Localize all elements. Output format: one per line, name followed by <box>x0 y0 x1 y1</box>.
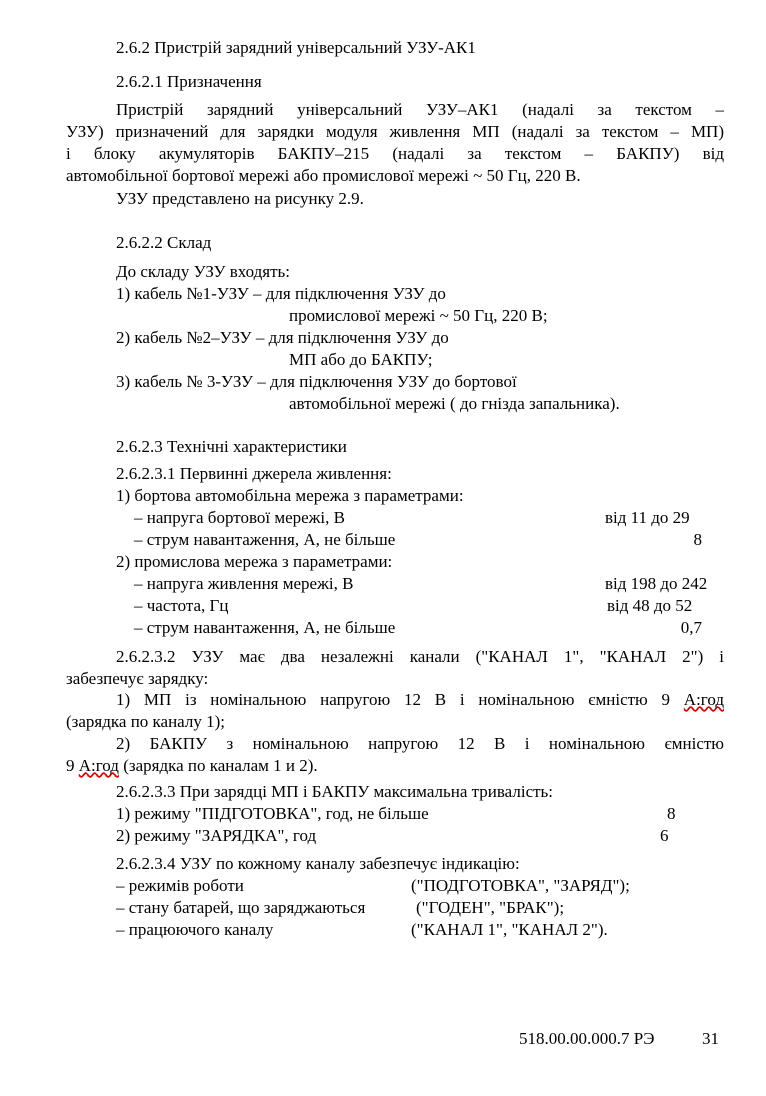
composition-item: 1) кабель №1-УЗУ – для підключення УЗУ до <box>116 284 446 303</box>
section-title: 2.6.2 Пристрій зарядний універсальний УЗУ-АК1 <box>116 38 476 57</box>
indication-mode-label: – режимів роботи <box>116 876 244 895</box>
industrial-network-heading: 2) промислова мережа з параметрами: <box>116 552 393 571</box>
onboard-network-heading: 1) бортова автомобільна мережа з параметрами: <box>116 486 464 505</box>
specs-heading: 2.6.2.3 Технічні характеристики <box>116 437 347 456</box>
onboard-current-value: 8 <box>693 530 702 549</box>
bakpu-charging-line: 2) БАКПУ з номінальною напругою 12 В і номінальною ємністю <box>116 734 724 753</box>
industrial-frequency-label: – частота, Гц <box>134 596 229 615</box>
bakpu-charging-paragraph <box>66 733 724 777</box>
duration-prep-value: 8 <box>667 804 676 823</box>
purpose-line: і блоку акумуляторів БАКПУ–215 (надалі за текстом – БАКПУ) від <box>66 144 724 163</box>
composition-heading: 2.6.2.2 Склад <box>116 233 212 252</box>
channels-paragraph <box>66 646 724 690</box>
duration-heading: 2.6.2.3.3 При зарядці МП і БАКПУ максимальна тривалість: <box>116 782 554 801</box>
channels-line: 2.6.2.3.2 УЗУ має два незалежні канали ("КАНАЛ 1", "КАНАЛ 2") і <box>116 647 724 666</box>
mp-charging-paragraph <box>66 689 724 733</box>
purpose-figure-ref: УЗУ представлено на рисунку 2.9. <box>116 189 364 208</box>
indication-battery-label: – стану батарей, що заряджаються <box>116 898 366 917</box>
composition-item: 2) кабель №2–УЗУ – для підключення УЗУ до <box>116 328 449 347</box>
primary-sources-heading: 2.6.2.3.1 Первинні джерела живлення: <box>116 464 392 483</box>
purpose-line: автомобільної бортової мережі або промислової мережі ~ 50 Гц, 220 В. <box>66 166 581 185</box>
industrial-current-value: 0,7 <box>680 618 702 637</box>
onboard-voltage-value: від 11 до 29 <box>605 508 690 527</box>
indication-channel-value: ("КАНАЛ 1", "КАНАЛ 2"). <box>411 920 608 939</box>
purpose-heading: 2.6.2.1 Призначення <box>116 72 262 91</box>
composition-item-cont: автомобільної мережі ( до гнізда запальника). <box>289 394 620 413</box>
industrial-current-label: – струм навантаження, А, не більше <box>134 618 396 637</box>
duration-prep-label: 1) режиму "ПІДГОТОВКА", год, не більше <box>116 804 429 823</box>
onboard-current-label: – струм навантаження, А, не більше <box>134 530 396 549</box>
page-number: 31 <box>702 1029 719 1048</box>
unit-ah: А:год <box>78 756 119 775</box>
indication-mode-value: ("ПОДГОТОВКА", "ЗАРЯД"); <box>411 876 630 895</box>
indication-battery-value: ("ГОДЕН", "БРАК"); <box>416 898 565 917</box>
composition-item: 3) кабель № 3-УЗУ – для підключення УЗУ до бортової <box>116 372 517 391</box>
purpose-line: УЗУ) призначений для зарядки модуля живлення МП (надалі за текстом – МП) <box>66 122 724 141</box>
indication-channel-label: – працюючого каналу <box>116 920 274 939</box>
industrial-voltage-label: – напруга живлення мережі, В <box>134 574 354 593</box>
industrial-frequency-value: від 48 до 52 <box>607 596 693 615</box>
duration-charge-label: 2) режиму "ЗАРЯДКА", год <box>116 826 317 845</box>
purpose-paragraph <box>66 99 724 187</box>
purpose-line: Пристрій зарядний універсальний УЗУ–АК1 (надалі за текстом – <box>116 100 724 119</box>
onboard-voltage-label: – напруга бортової мережі, В <box>134 508 345 527</box>
industrial-voltage-value: від 198 до 242 <box>605 574 708 593</box>
composition-item-cont: МП або до БАКПУ; <box>289 350 433 369</box>
composition-item-cont: промислової мережі ~ 50 Гц, 220 В; <box>289 306 548 325</box>
mp-charging-line: (зарядка по каналу 1); <box>66 712 225 731</box>
mp-charging-line: 1) МП із номінальною напругою 12 В і номінальною ємністю 9 А:год <box>116 690 725 709</box>
document-code: 518.00.00.000.7 РЭ <box>519 1029 655 1048</box>
indication-heading: 2.6.2.3.4 УЗУ по кожному каналу забезпечує індикацію: <box>116 854 520 873</box>
channels-line: забезпечує зарядку: <box>66 669 209 688</box>
unit-ah: А:год <box>683 690 725 709</box>
composition-intro: До складу УЗУ входять: <box>116 262 291 281</box>
bakpu-charging-line: 9 А:год (зарядка по каналам 1 и 2). <box>66 756 318 775</box>
duration-charge-value: 6 <box>660 826 669 845</box>
